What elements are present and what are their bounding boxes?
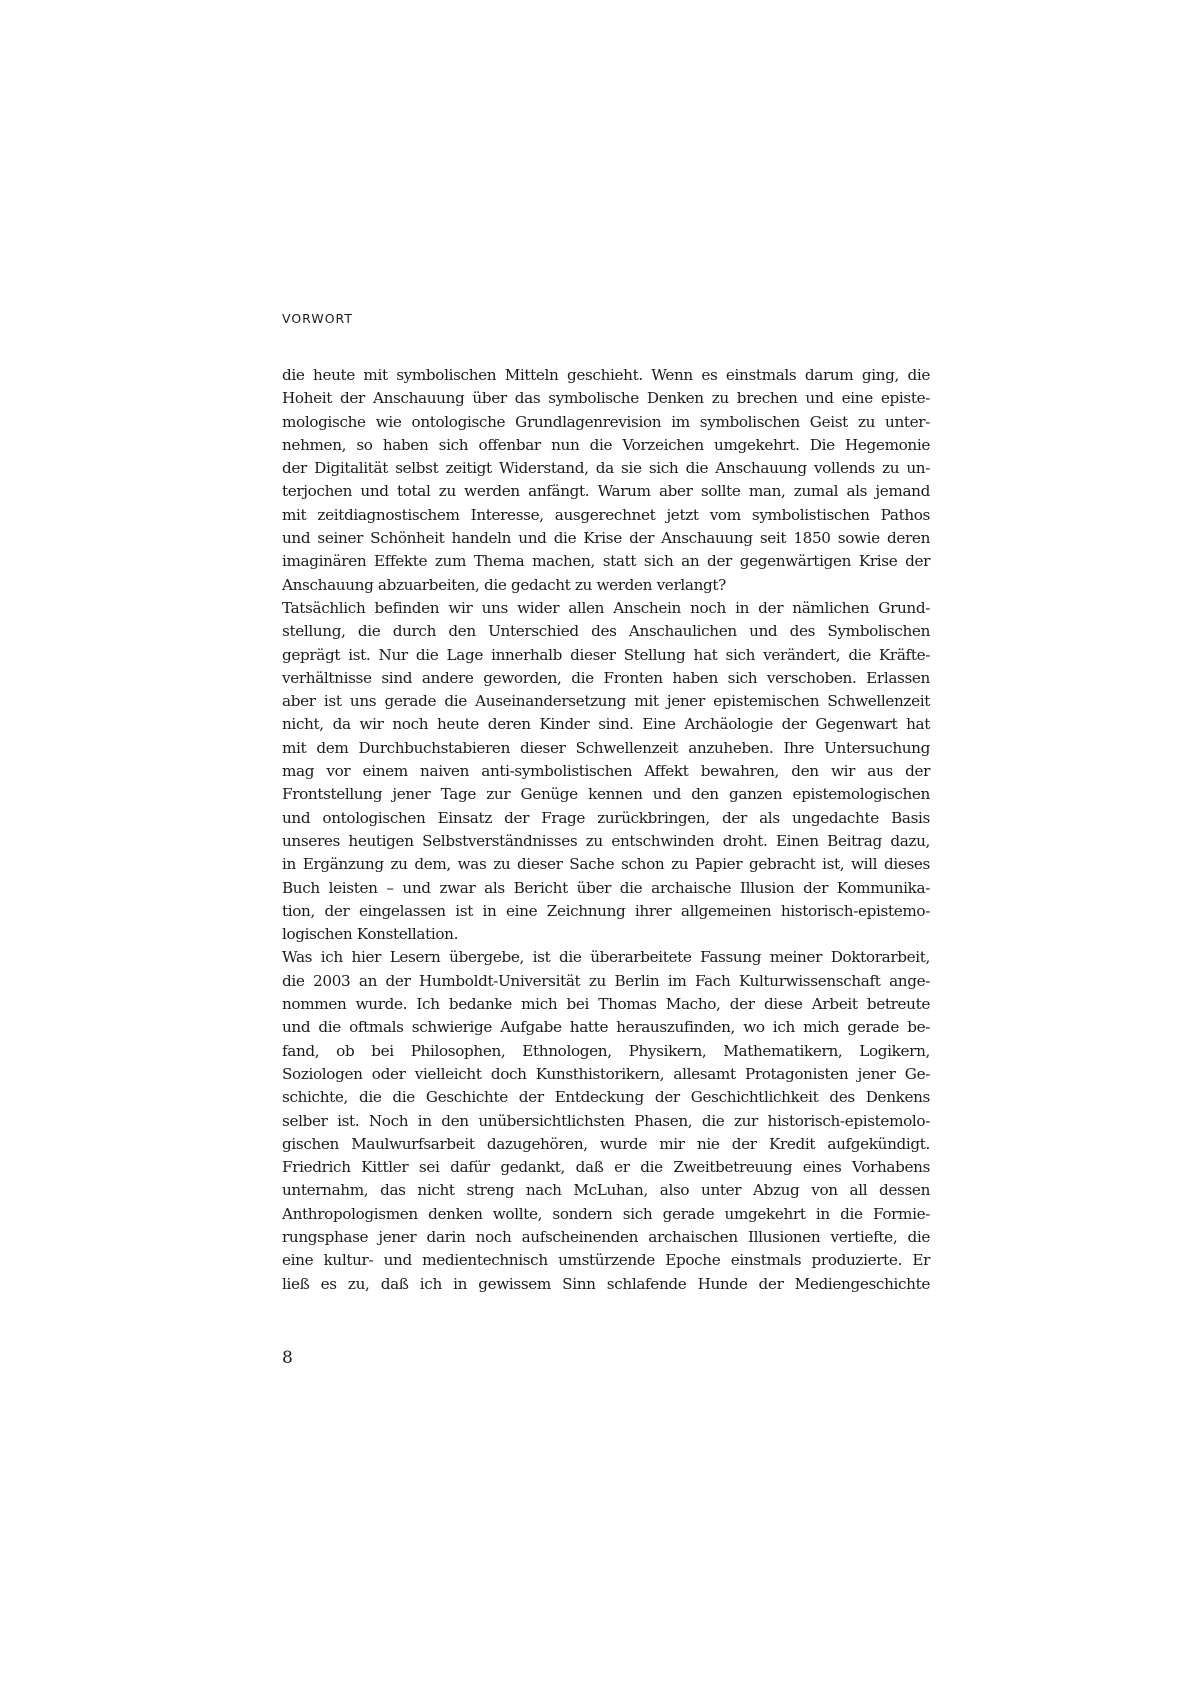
text-line: gischen Maulwurfsarbeit dazugehören, wurde mir nie der Kredit aufgekündigt.	[282, 1134, 930, 1153]
text-line: Anthropologismen denken wollte, sondern sich gerade umgekehrt in die Formie-	[282, 1204, 930, 1223]
text-line: stellung, die durch den Unterschied des Anschaulichen und des Symbolischen	[282, 622, 930, 641]
text-line: die heute mit symbolischen Mitteln geschieht. Wenn es einstmals darum ging, die	[282, 366, 930, 384]
text-line: nehmen, so haben sich offenbar nun die Vorzeichen umgekehrt. Die Hegemonie	[282, 435, 930, 454]
text-line: logischen Konstellation.	[282, 925, 459, 944]
text-line: und seiner Schönheit handeln und die Krise der Anschauung seit 1850 sowie deren	[282, 529, 930, 548]
text-line: geprägt ist. Nur die Lage innerhalb dieser Stellung hat sich verändert, die Kräfte-	[282, 645, 930, 664]
text-line: und ontologischen Einsatz der Frage zurückbringen, der als ungedachte Basis	[282, 808, 930, 827]
text-line: mag vor einem naiven anti-symbolistischen Affekt bewahren, den wir aus der	[282, 762, 930, 781]
running-head: VORWORT	[282, 311, 353, 326]
text-line: der Digitalität selbst zeitigt Widerstand, da sie sich die Anschauung vollends zu un-	[282, 459, 930, 478]
text-line: mologische wie ontologische Grundlagenrevision im symbolischen Geist zu unter-	[282, 412, 930, 431]
text-line: Soziologen oder vielleicht doch Kunsthistorikern, allesamt Protagonisten jener Ge-	[282, 1064, 930, 1083]
text-line: Frontstellung jener Tage zur Genüge kennen und den ganzen epistemologischen	[282, 785, 930, 804]
text-line: ließ es zu, daß ich in gewissem Sinn schlafende Hunde der Mediengeschichte	[282, 1274, 930, 1293]
text-line: schichte, die die Geschichte der Entdeckung der Geschichtlichkeit des Denkens	[282, 1088, 930, 1107]
text-line: Friedrich Kittler sei dafür gedankt, daß er die Zweitbetreuung eines Vorhabens	[282, 1158, 930, 1177]
text-line: verhältnisse sind andere geworden, die Fronten haben sich verschoben. Erlassen	[282, 668, 930, 687]
text-line: Tatsächlich befinden wir uns wider allen Anschein noch in der nämlichen Grund-	[282, 598, 930, 617]
text-line: mit dem Durchbuchstabieren dieser Schwellenzeit anzuheben. Ihre Untersuchung	[282, 738, 930, 757]
text-line: rungsphase jener darin noch aufscheinenden archaischen Illusionen vertiefte, die	[282, 1227, 930, 1246]
text-line: in Ergänzung zu dem, was zu dieser Sache schon zu Papier gebracht ist, will dieses	[282, 855, 930, 874]
text-line: und die oftmals schwierige Aufgabe hatte herauszufinden, wo ich mich gerade be-	[282, 1018, 930, 1037]
text-line: unseres heutigen Selbstverständnisses zu entschwinden droht. Einen Beitrag dazu,	[282, 831, 930, 850]
text-line: nicht, da wir noch heute deren Kinder sind. Eine Archäologie der Gegenwart hat	[282, 715, 930, 734]
text-line: eine kultur- und medientechnisch umstürzende Epoche einstmals produzierte. Er	[282, 1251, 930, 1270]
text-line: mit zeitdiagnostischem Interesse, ausgerechnet jetzt vom symbolistischen Pathos	[282, 505, 930, 524]
text-line: fand, ob bei Philosophen, Ethnologen, Physikern, Mathematikern, Logikern,	[282, 1041, 930, 1060]
text-line: Was ich hier Lesern übergebe, ist die überarbeitete Fassung meiner Doktorarbeit,	[282, 948, 930, 967]
text-line: tion, der eingelassen ist in eine Zeichnung ihrer allgemeinen historisch-epistemo-	[282, 901, 930, 920]
text-line: die 2003 an der Humboldt-Universität zu Berlin im Fach Kulturwissenschaft ange-	[282, 971, 930, 990]
text-line: Buch leisten – und zwar als Bericht über die archaische Illusion der Kommunika-	[282, 878, 930, 897]
text-line: terjochen und total zu werden anfängt. Warum aber sollte man, zumal als jemand	[282, 482, 930, 501]
text-line: Anschauung abzuarbeiten, die gedacht zu werden verlangt?	[282, 575, 726, 594]
page-number: 8	[282, 1348, 293, 1368]
text-line: imaginären Effekte zum Thema machen, statt sich an der gegenwärtigen Krise der	[282, 552, 930, 571]
body-text	[282, 364, 930, 1296]
text-line: aber ist uns gerade die Auseinandersetzung mit jener epistemischen Schwellenzeit	[282, 692, 930, 711]
text-line: Hoheit der Anschauung über das symbolische Denken zu brechen und eine episte-	[282, 389, 930, 408]
text-line: nommen wurde. Ich bedanke mich bei Thomas Macho, der diese Arbeit betreute	[282, 995, 930, 1014]
text-line: unternahm, das nicht streng nach McLuhan, also unter Abzug von all dessen	[282, 1181, 930, 1200]
text-line: selber ist. Noch in den unübersichtlichsten Phasen, die zur historisch-epistemolo-	[282, 1111, 930, 1130]
